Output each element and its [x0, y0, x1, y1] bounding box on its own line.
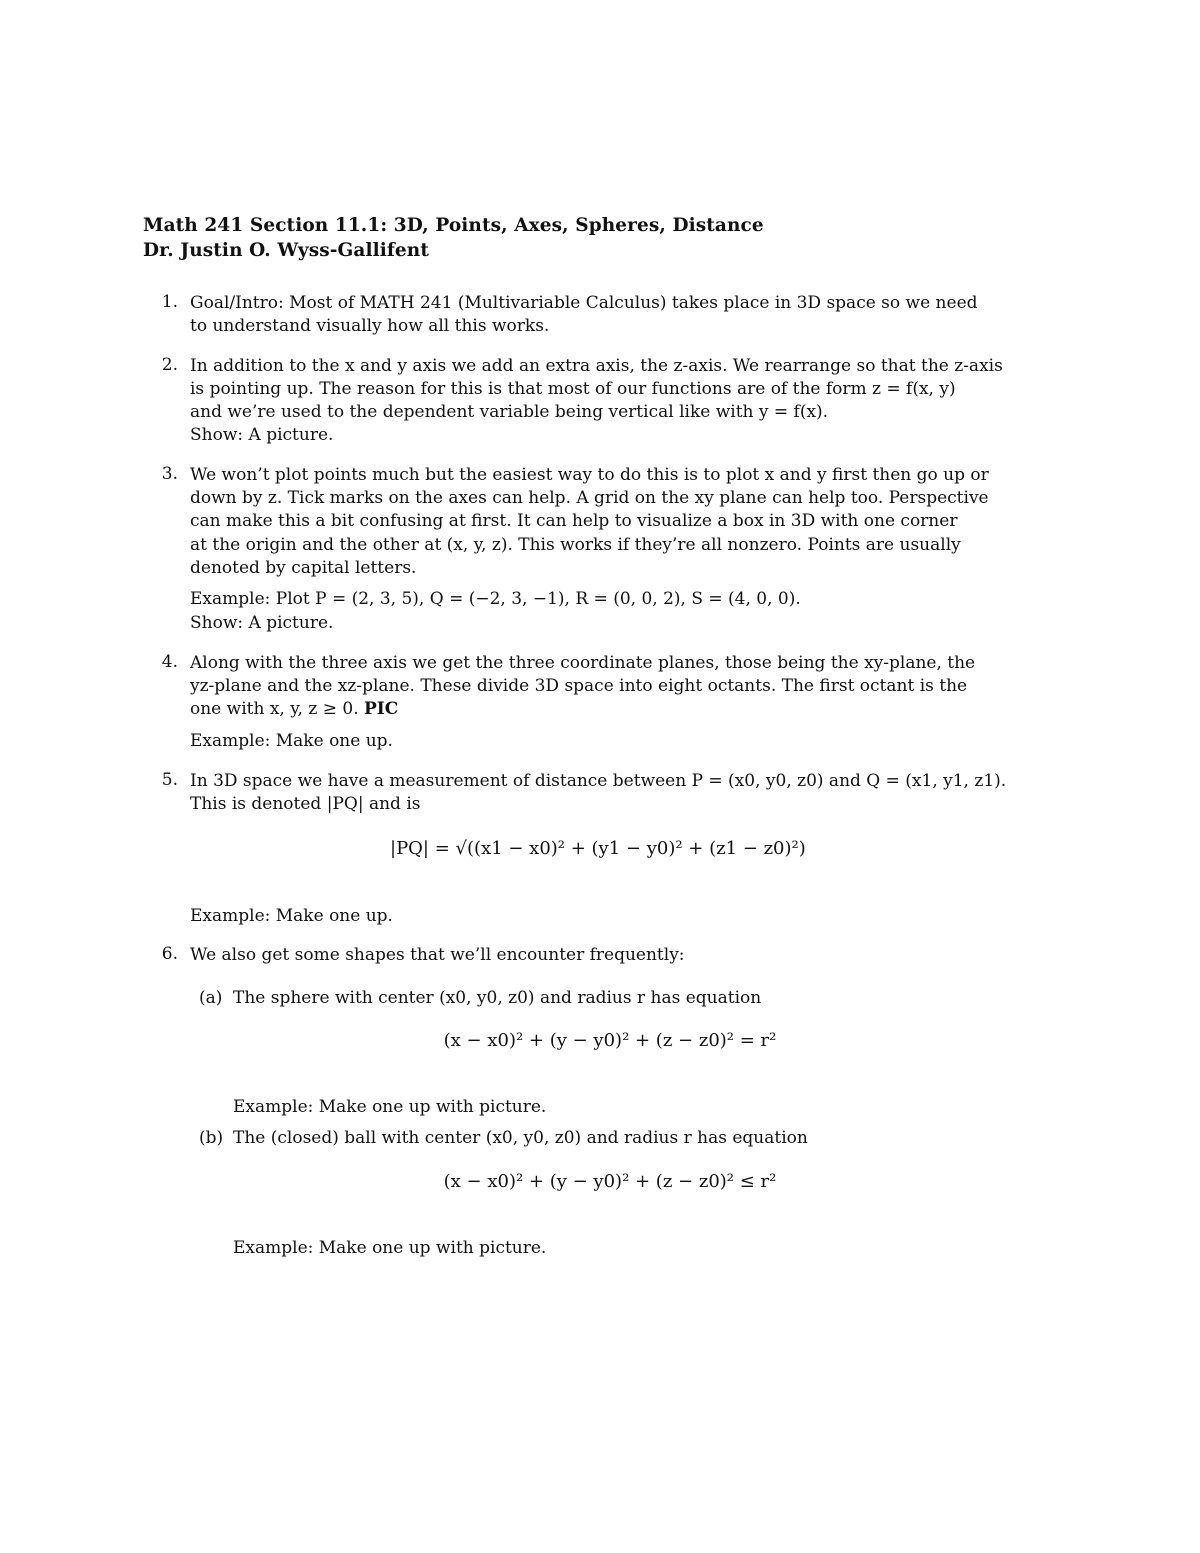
ball-description: The (closed) ball with center (x0, y0, z0) and radius r has equation: [233, 1128, 808, 1148]
item-4-line-2: yz-plane and the xz-plane. These divide 3D space into eight octants. The first octant is the: [190, 676, 968, 696]
item-6-line-1: We also get some shapes that we’ll encounter frequently:: [190, 945, 685, 965]
item-number: 2.: [161, 355, 178, 375]
item-1-line-2: to understand visually how all this works.: [190, 316, 550, 336]
document-author: Dr. Justin O. Wyss-Gallifent: [143, 240, 429, 261]
item-2-line-1: In addition to the x and y axis we add an extra axis, the z-axis. We rearrange so that the z-axis: [190, 356, 1003, 376]
subitem-label: (a): [199, 988, 223, 1008]
item-3-line-5: denoted by capital letters.: [190, 558, 417, 578]
item-5-line-1: In 3D space we have a measurement of distance between P = (x0, y0, z0) and Q = (x1, y1, z1).: [190, 771, 1007, 791]
item-2-line-3: and we’re used to the dependent variable being vertical like with y = f(x).: [190, 402, 829, 422]
item-3-show: Show: A picture.: [190, 613, 334, 633]
sphere-equation: (x − x0)² + (y − y0)² + (z − z0)² = r²: [443, 1030, 777, 1051]
item-3-line-1: We won’t plot points much but the easiest way to do this is to plot x and y first then go up or: [190, 465, 989, 485]
item-number: 3.: [161, 464, 178, 484]
sphere-description: The sphere with center (x0, y0, z0) and radius r has equation: [233, 988, 762, 1008]
pic-tag: PIC: [364, 699, 399, 719]
item-number: 5.: [161, 770, 178, 790]
item-3-line-2: down by z. Tick marks on the axes can help. A grid on the xy plane can help too. Perspective: [190, 488, 989, 508]
item-5-example: Example: Make one up.: [190, 906, 393, 926]
item-3-line-4: at the origin and the other at (x, y, z). This works if they’re all nonzero. Points are usually: [190, 535, 961, 555]
item-4-example: Example: Make one up.: [190, 731, 393, 751]
document-title: Math 241 Section 11.1: 3D, Points, Axes, Spheres, Distance: [143, 215, 764, 236]
ball-equation: (x − x0)² + (y − y0)² + (z − z0)² ≤ r²: [443, 1171, 777, 1192]
item-2-line-2: is pointing up. The reason for this is that most of our functions are of the form z = f(x, y): [190, 379, 956, 399]
item-number: 4.: [161, 652, 178, 672]
item-1-line-1: Goal/Intro: Most of MATH 241 (Multivariable Calculus) takes place in 3D space so we need: [190, 293, 978, 313]
subitem-label: (b): [199, 1128, 224, 1148]
distance-formula: |PQ| = √((x1 − x0)² + (y1 − y0)² + (z1 − z0)²): [390, 838, 806, 859]
sphere-example: Example: Make one up with picture.: [233, 1097, 547, 1117]
item-3-example: Example: Plot P = (2, 3, 5), Q = (−2, 3, −1), R = (0, 0, 2), S = (4, 0, 0).: [190, 589, 801, 609]
item-5-line-2: This is denoted |PQ| and is: [190, 794, 421, 814]
ball-example: Example: Make one up with picture.: [233, 1238, 547, 1258]
item-number: 1.: [161, 292, 178, 312]
item-3-line-3: can make this a bit confusing at first. It can help to visualize a box in 3D with one corner: [190, 511, 958, 531]
item-4-line-3: [190, 698, 398, 721]
item-4-line-1: Along with the three axis we get the three coordinate planes, those being the xy-plane, the: [190, 653, 976, 673]
item-number: 6.: [161, 944, 178, 964]
item-4-line-3-text: one with x, y, z ≥ 0.: [190, 699, 359, 719]
item-2-line-4: Show: A picture.: [190, 425, 334, 445]
